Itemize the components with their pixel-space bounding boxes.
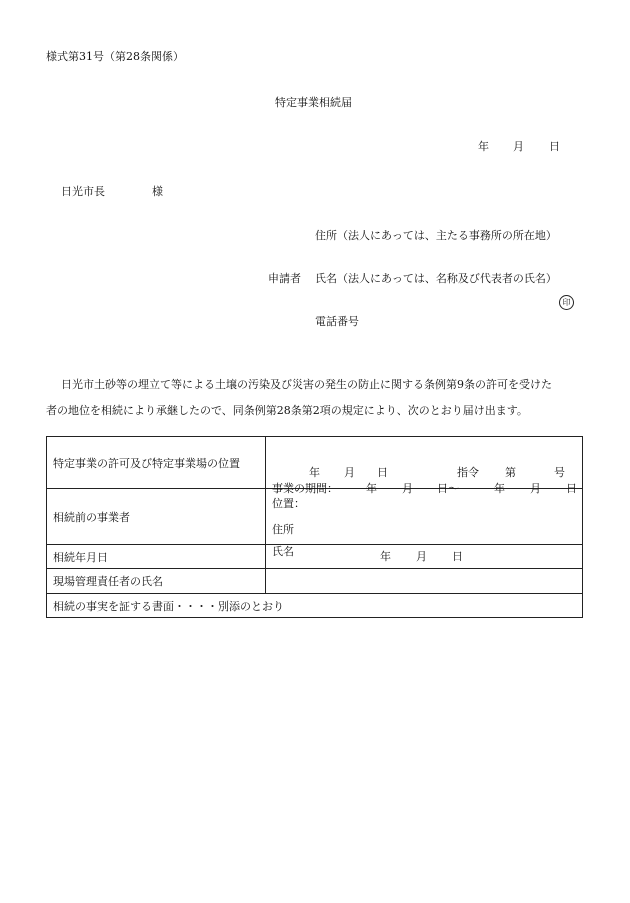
period-start-day: 日～ [437, 481, 459, 495]
evidence-cell [47, 594, 583, 618]
table-row-inheritance-date [47, 545, 583, 569]
permit-day: 日 [377, 465, 388, 479]
applicant-address-label: 住所（法人にあっては、主たる事務所の所在地） [315, 229, 557, 242]
permit-dai: 第 [505, 465, 516, 479]
predecessor-value-cell [266, 489, 583, 558]
inheritance-date-value-cell [266, 545, 583, 569]
site-manager-value-cell [266, 569, 583, 594]
seal-mark: 印 [559, 295, 574, 310]
inheritance-year: 年 [380, 549, 391, 563]
location-label: 位置： [272, 496, 305, 510]
permit-label-cell [47, 437, 266, 489]
permit-value-cell [266, 437, 583, 510]
permit-label: 特定事業の許可及び特定事業場の位置 [53, 456, 240, 470]
document-title: 特定事業相続届 [275, 96, 352, 109]
predecessor-label-cell [47, 489, 266, 545]
period-end-year: 年 [494, 481, 505, 495]
permit-directive: 指令 [457, 465, 479, 479]
predecessor-label: 相続前の事業者 [53, 510, 130, 524]
period-label: 事業の期間： [272, 481, 338, 495]
applicant-phone-label: 電話番号 [315, 315, 359, 328]
form-number: 様式第31号（第28条関係） [46, 50, 184, 63]
permit-year: 年 [309, 465, 320, 479]
site-manager-label-cell [47, 569, 266, 594]
applicant-name-label: 氏名（法人にあっては、名称及び代表者の氏名） [315, 272, 557, 285]
date-year-label: 年 [478, 140, 489, 153]
inheritance-month: 月 [416, 549, 427, 563]
period-end-day: 日 [566, 481, 577, 495]
inheritance-date-label-cell [47, 545, 266, 569]
body-text-line-1: 日光市土砂等の埋立て等による土壌の汚染及び災害の発生の防止に関する条例第9条の許可を受けた [61, 378, 552, 391]
period-start-year: 年 [366, 481, 377, 495]
table-row-predecessor [47, 489, 583, 545]
evidence-text: 相続の事実を証する書面・・・・別添のとおり [53, 599, 284, 613]
permit-go: 号 [554, 465, 565, 479]
period-end-month: 月 [530, 481, 541, 495]
period-start-month: 月 [402, 481, 413, 495]
date-day-label: 日 [549, 140, 560, 153]
permit-month: 月 [344, 465, 355, 479]
recipient-honorific: 様 [152, 185, 163, 198]
inheritance-day: 日 [452, 549, 463, 563]
predecessor-name-label: 氏名 [272, 544, 294, 558]
applicant-role-label: 申請者 [268, 272, 301, 285]
predecessor-address-label: 住所 [272, 522, 294, 536]
body-text-line-2: 者の地位を相続により承継したので、同条例第28条第2項の規定により、次のとおり届け出ます。 [46, 404, 528, 417]
date-month-label: 月 [513, 140, 524, 153]
notification-table [46, 436, 583, 618]
site-manager-label: 現場管理責任者の氏名 [53, 575, 163, 588]
table-row-site-manager [47, 569, 583, 594]
table-row-evidence [47, 594, 583, 618]
inheritance-date-label: 相続年月日 [53, 550, 108, 564]
recipient-name: 日光市長 [61, 185, 105, 198]
table-row-permit [47, 437, 583, 489]
